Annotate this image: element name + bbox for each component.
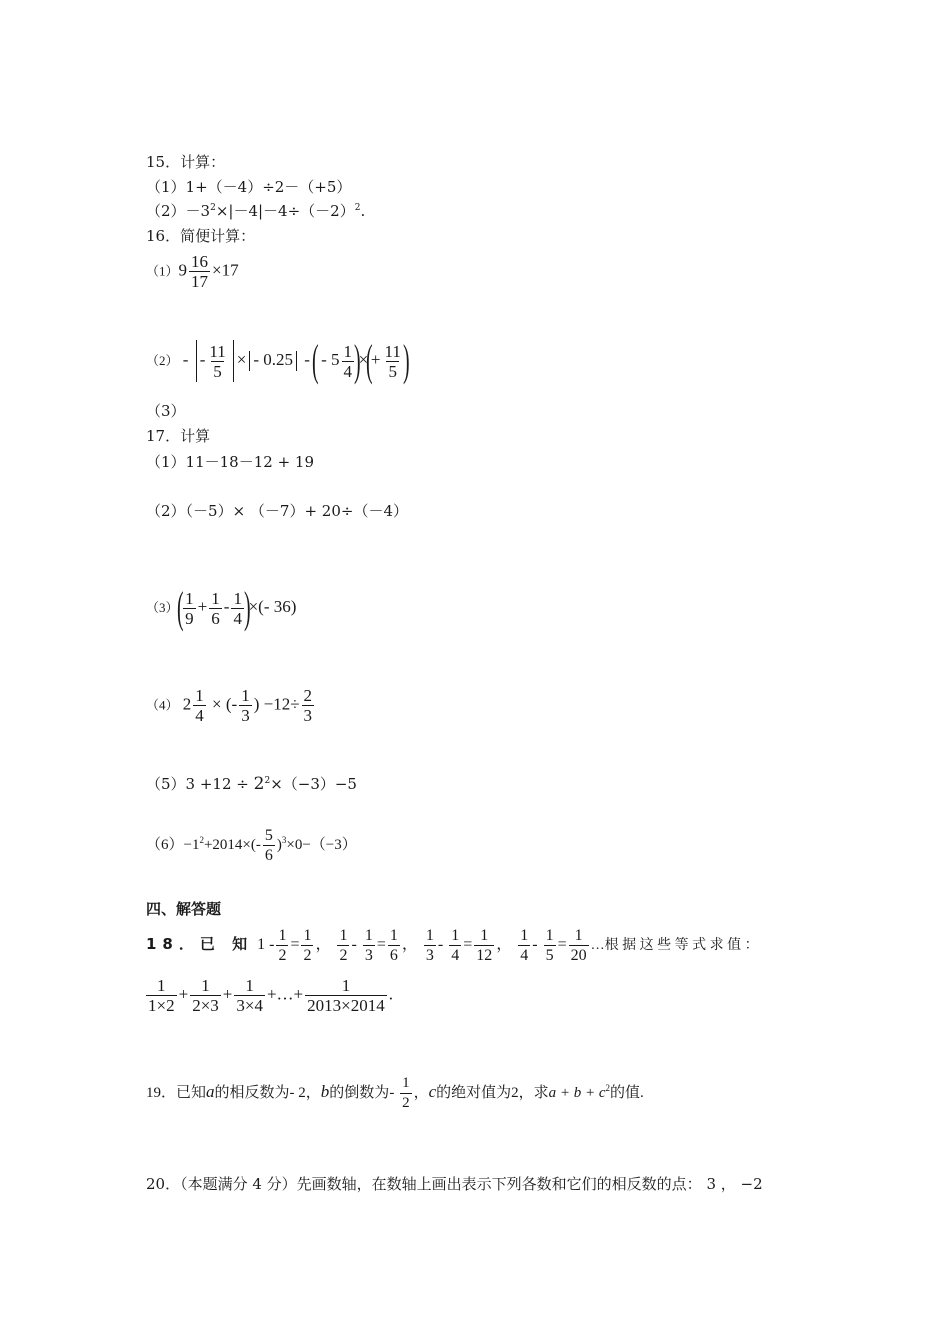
q17-part2: （2）（－5）× （－7）+ 20÷（－4） [146, 502, 409, 520]
fraction: $\frac{1}{6}$ [211, 588, 220, 628]
fraction: $\frac{1}{3}$ [425, 927, 434, 964]
fraction: $\frac{5}{6}$ [264, 827, 273, 864]
fraction: $\frac{1}{12}$ [476, 927, 493, 964]
q16-part2: （2） - - $\frac{11}{5}$ × - 0.25 - ( - 5 $\frac{1}{4}$ )×(+ $\frac{11}{5}$ ) [146, 336, 410, 385]
q17-part3: （3）( $\frac{1}{9}$ + $\frac{1}{6}$ - $\frac{1}{4}$ )×(- 36) [146, 583, 297, 632]
q18-given: 18．已 知 1 - $\frac{1}{2}$ = $\frac{1}{2}$ ， $\frac{1}{2}$ - $\frac{1}{3}$ = $\frac{1}{6}$ ， $\frac{1}{3}$ - $\frac{1}{4}$ = $\frac{1}{12}$ ， $\frac{1}{4}$ - $\frac{1}{5}$ = $\frac{1}{20}$ …根 据 这 些 等 式 求 值 ： [146, 927, 759, 964]
paren-close: ) [243, 583, 251, 632]
fraction: $\frac{1}{2\times 3}$ [192, 976, 219, 1015]
q17-part6: $(6)-1^2+2014\times(-$ $\frac{5}{6}$ )$^3$×0−（−3） [146, 827, 357, 864]
fraction: $\frac{1}{4}$ [520, 927, 529, 964]
fraction: $\frac{1}{3}$ [364, 927, 373, 964]
fraction: $\frac{1}{3}$ [241, 686, 250, 725]
fraction: $\frac{1}{2}$ [278, 927, 287, 964]
fraction: $\frac{1}{2}$ [339, 927, 348, 964]
q15-part2: $(2)-3^2\times|-4|-4\div(-2)^2$. [146, 202, 366, 220]
fraction: $\frac{1}{2013\times 2014}$ [307, 976, 385, 1015]
q17-title: 17．计算 [146, 427, 211, 445]
q19-text: 19．已知a的相反数为- 2，b的倒数为- $\frac{1}{2}$ ，c的绝对值为2，求$a + b + c^2$的值. [146, 1075, 644, 1111]
q17-part5: $(5)3 +12 \div 2^2\times(-3)-5$ [146, 774, 357, 794]
q18-sum: $\frac{1}{1\times 2}$ + $\frac{1}{2\times 3}$ + $\frac{1}{3\times 4}$ +…+ $\frac{1}{2013\times 2014}$ . [148, 976, 393, 1015]
fraction: $\frac{1}{4}$ [451, 927, 460, 964]
paren-open: ( [366, 336, 373, 385]
fraction: $\frac{1}{2}$ [402, 1075, 410, 1111]
fraction: $\frac{11}{5}$ [384, 341, 401, 381]
abs-bar [196, 340, 197, 382]
section-title: 四、解答题 [146, 900, 222, 918]
paren-close: ) [354, 336, 361, 385]
fraction: $\frac{1}{2}$ [303, 927, 312, 964]
fraction: $\frac{1}{4}$ [233, 588, 242, 628]
paren-open: ( [176, 583, 184, 632]
abs-bar [249, 351, 250, 371]
fraction: $\frac{1}{1\times 2}$ [148, 976, 175, 1015]
fraction: $\frac{1}{9}$ [185, 588, 194, 628]
fraction: $\frac{2}{3}$ [303, 686, 313, 725]
q17-part1: （1）11－18－12 + 19 [146, 453, 314, 471]
fraction: $\frac{11}{5}$ [209, 341, 226, 381]
fraction: $\frac{1}{5}$ [545, 927, 554, 964]
fraction: $\frac{1}{4}$ [195, 686, 204, 725]
abs-bar [296, 351, 297, 371]
paren-open: ( [312, 336, 319, 385]
q15-part1: （1）1+（－4）÷2－（+5） [146, 178, 352, 196]
q16-part3: （3） [146, 402, 186, 420]
q16-title: 16．简便计算： [146, 227, 256, 245]
paren-close: ) [402, 336, 410, 385]
fraction: $\frac{1}{6}$ [389, 927, 398, 964]
fraction: $\frac{16}{17}$ [191, 252, 209, 291]
fraction: $\frac{1}{3\times 4}$ [236, 976, 263, 1015]
fraction: $\frac{1}{20}$ [570, 927, 587, 964]
q16-part1: （1）9 $\frac{16}{17}$ ×17 [146, 252, 239, 291]
q17-part4: （4） 2 $\frac{1}{4}$ × (- $\frac{1}{3}$ ) −12÷ $\frac{2}{3}$ [146, 686, 313, 725]
q15-title: 15．计算： [146, 153, 226, 171]
q20-text: 20．（本题满分 4 分）先画数轴，在数轴上画出表示下列各数和它们的相反数的点： 3 ， −2 [146, 1175, 763, 1193]
fraction: $\frac{1}{4}$ [343, 341, 352, 381]
abs-bar [233, 340, 234, 382]
